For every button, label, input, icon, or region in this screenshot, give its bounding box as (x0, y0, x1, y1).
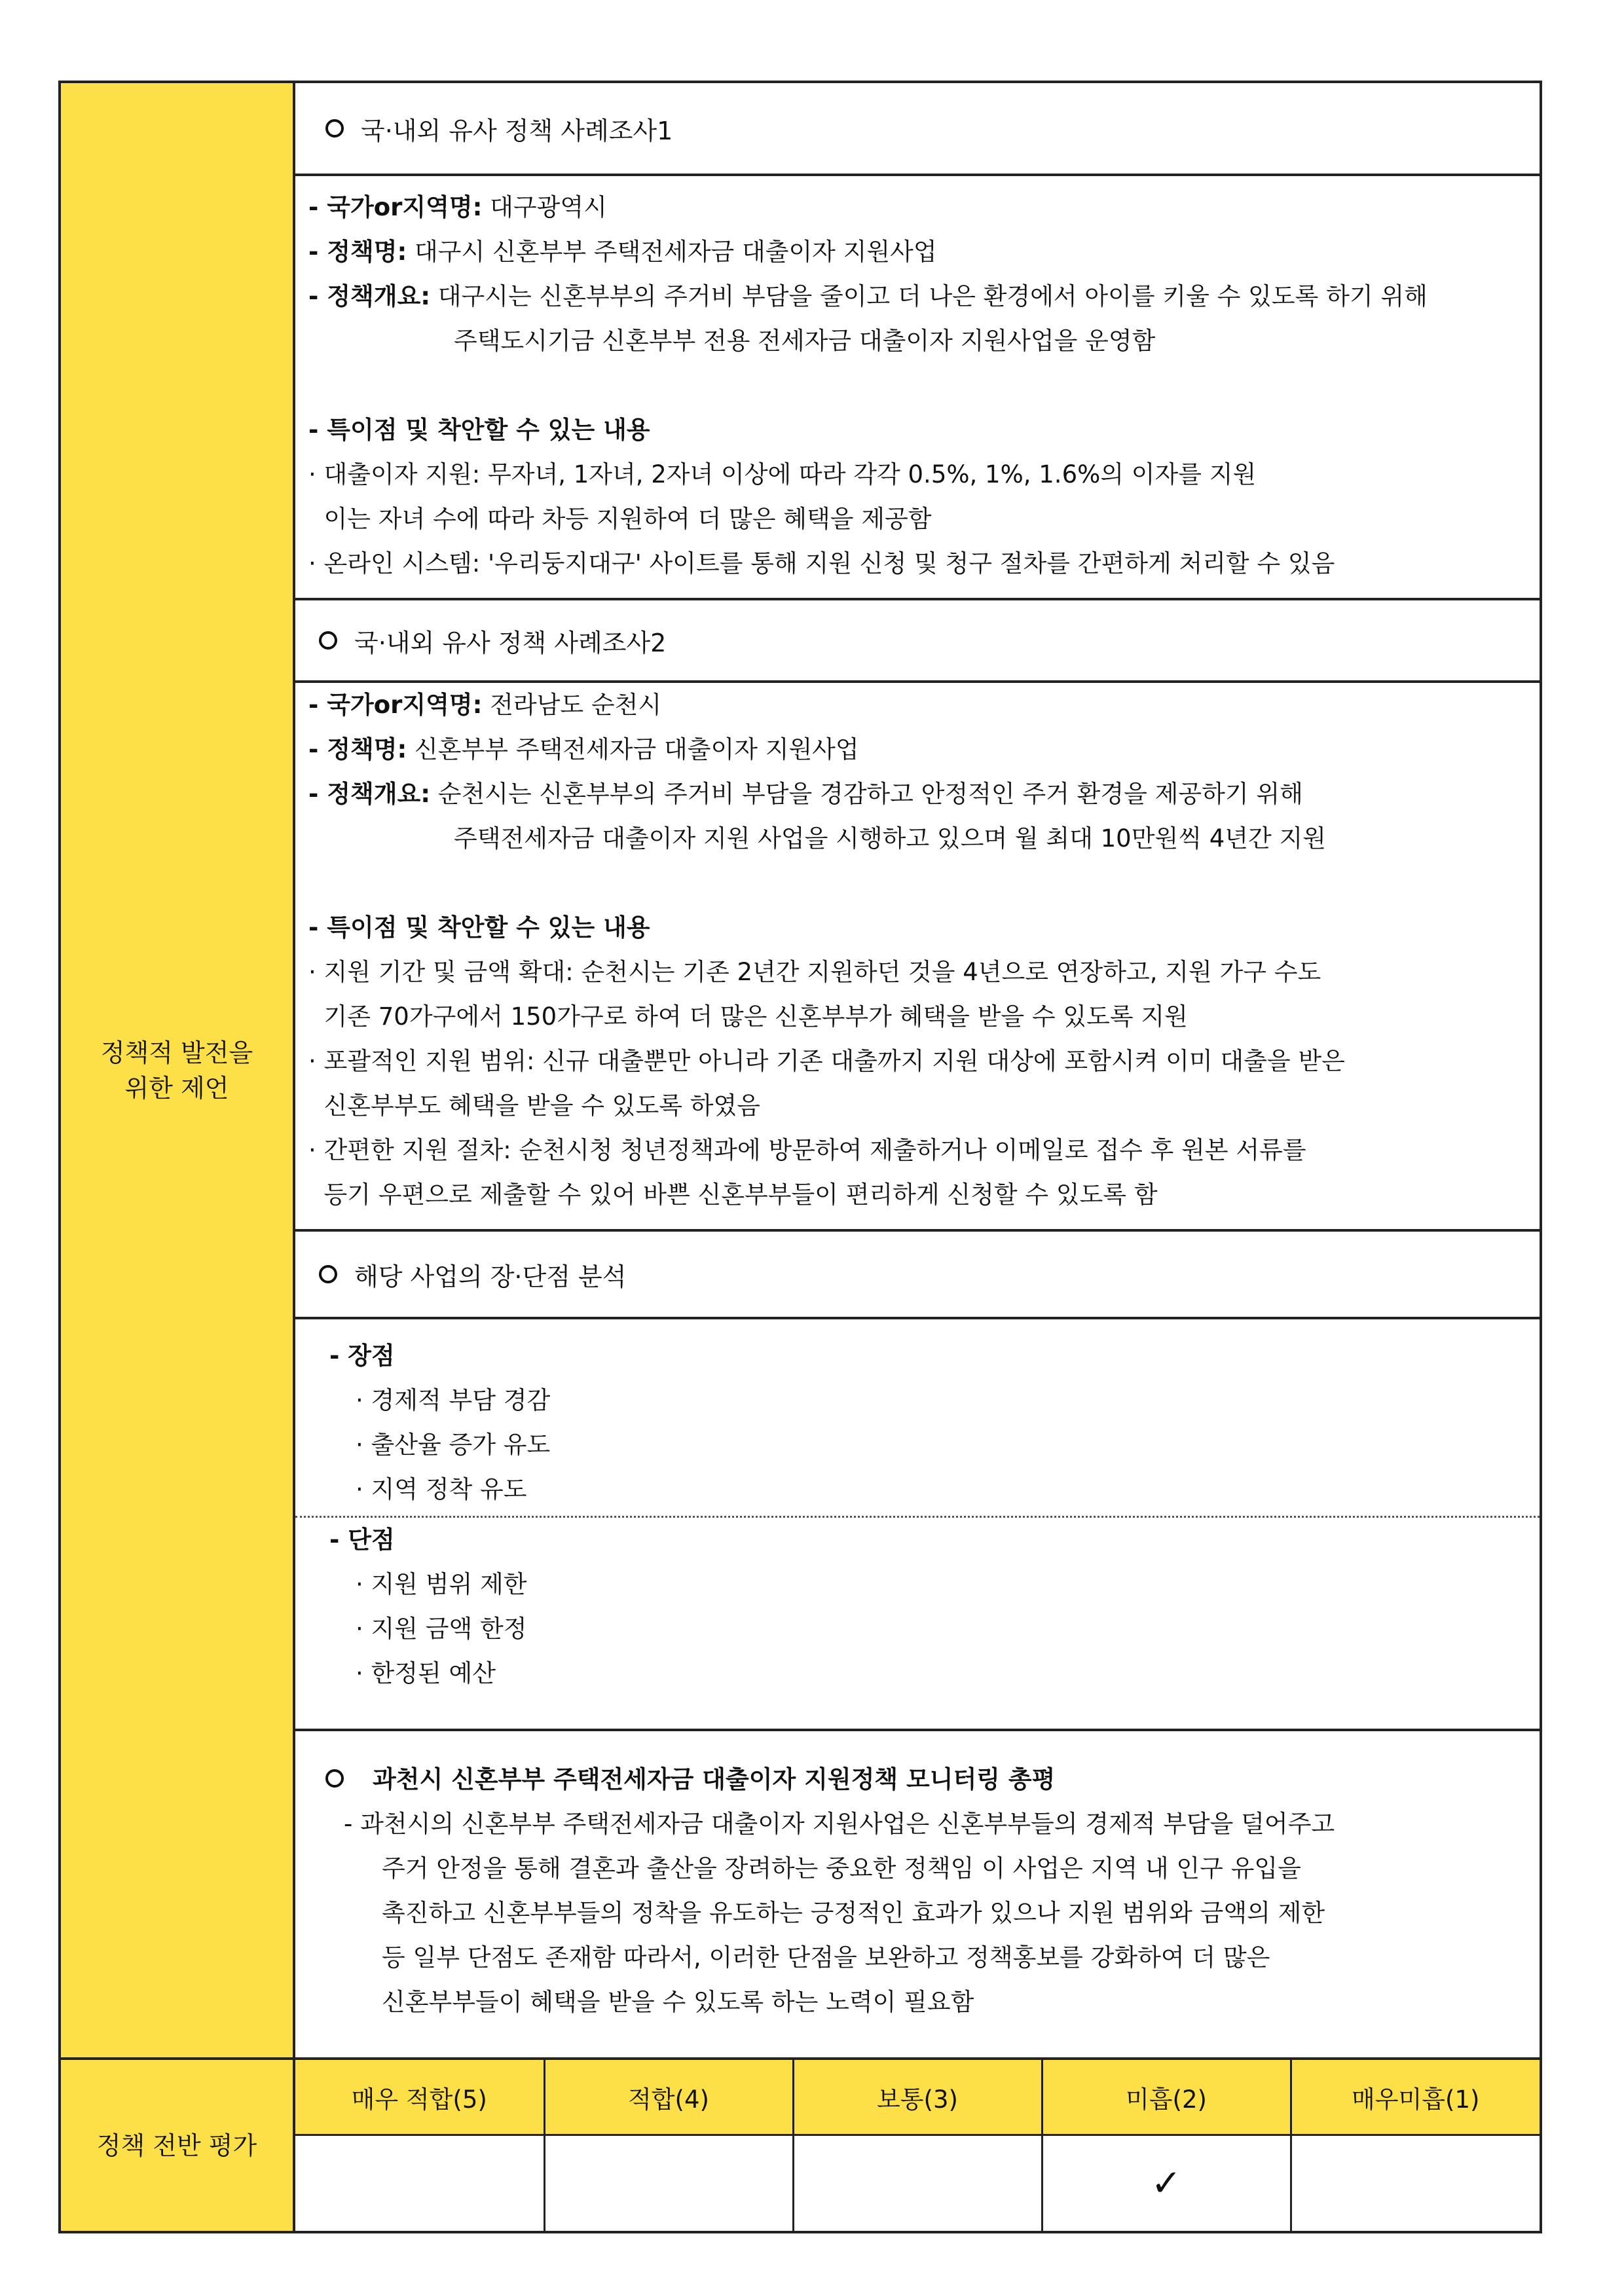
case2-body (295, 683, 1540, 1229)
pros-title: - 장점 (329, 1342, 395, 1370)
eval-option-3: 보통(3) (793, 2060, 1042, 2135)
case2-feature-item: 신혼부부도 혜택을 받을 수 있도록 하였음 (308, 1092, 760, 1120)
eval-option-5: 매우 적합(5) (295, 2060, 544, 2135)
case1-feature-item: · 대출이자 지원: 무자녀, 1자녀, 2자녀 이상에 따라 각각 0.5%, 1%, 1.6%의 이자를 지원 (308, 460, 1257, 488)
summary-line: 신혼부부들이 혜택을 받을 수 있도록 하는 노력이 필요함 (382, 1988, 974, 2016)
case2-policy-label: - 정책명: (308, 735, 407, 763)
eval-option-2: 미흡(2) (1042, 2060, 1291, 2135)
case1-body (295, 176, 1540, 598)
proposal-label: 정책적 발전을 위한 제언 (100, 1038, 253, 1103)
case2-features-title: - 특이점 및 착안할 수 있는 내용 (308, 913, 650, 942)
case1-region-value: 대구광역시 (482, 193, 607, 221)
case1-overview-cont: 주택도시기금 신혼부부 전용 전세자금 대출이자 지원사업을 운영함 (454, 327, 1156, 355)
analysis-cons (295, 1518, 1540, 1729)
case2-feature-item: · 간편한 지원 절차: 순천시청 청년정책과에 방문하여 제출하거나 이메일로 접수 후 원본 서류를 (308, 1136, 1306, 1164)
eval-box-5[interactable] (295, 2135, 544, 2231)
eval-box-4[interactable] (544, 2135, 793, 2231)
summary-line: - 과천시의 신혼부부 주택전세자금 대출이자 지원사업은 신혼부부들의 경제적 부담을 덜어주고 (344, 1810, 1335, 1838)
case1-heading-text: 국·내외 유사 정책 사례조사1 (361, 116, 673, 145)
eval-box-3[interactable] (793, 2135, 1042, 2231)
overall-label-cell (60, 2059, 294, 2232)
summary-title: 과천시 신혼부부 주택전세자금 대출이자 지원정책 모니터링 총평 (373, 1765, 1056, 1793)
eval-option-4: 적합(4) (544, 2060, 793, 2135)
case1-region-label: - 국가or지역명: (308, 193, 483, 221)
case2-heading-text: 국·내외 유사 정책 사례조사2 (354, 628, 667, 657)
summary-line: 주거 안정을 통해 결혼과 출산을 장려하는 중요한 정책임 이 사업은 지역 내 인구 유입을 (382, 1854, 1301, 1882)
analysis-heading-text: 해당 사업의 장·단점 분석 (354, 1262, 627, 1291)
summary-section (295, 1731, 1540, 2057)
eval-option-1: 매우미흡(1) (1291, 2060, 1540, 2135)
case1-policy-label: - 정책명: (308, 238, 407, 266)
evaluation-table (295, 2060, 1540, 2231)
overall-label: 정책 전반 평가 (96, 2131, 257, 2160)
check-icon: ✓ (1151, 2162, 1182, 2205)
summary-line: 촉진하고 신혼부부들의 정착을 유도하는 긍정적인 효과가 있으나 지원 범위와 금액의 제한 (382, 1899, 1325, 1927)
eval-box-2[interactable] (1042, 2135, 1291, 2231)
circle-bullet-icon (319, 1265, 337, 1283)
summary-line: 등 일부 단점도 존재함 따라서, 이러한 단점을 보완하고 정책홍보를 강화하여 더 많은 (382, 1943, 1270, 1972)
case2-region-value: 전라남도 순천시 (482, 691, 662, 719)
analysis-pros (295, 1319, 1540, 1516)
eval-box-1[interactable] (1291, 2135, 1540, 2231)
evaluation-cell (294, 2059, 1541, 2232)
circle-bullet-icon (325, 119, 344, 138)
case1-policy-value: 대구시 신혼부부 주택전세자금 대출이자 지원사업 (407, 238, 937, 266)
pros-item: · 지역 정착 유도 (356, 1475, 527, 1503)
case1-features-title: - 특이점 및 착안할 수 있는 내용 (308, 416, 650, 444)
circle-bullet-icon (319, 631, 337, 650)
case2-feature-item: 등기 우편으로 제출할 수 있어 바쁜 신혼부부들이 편리하게 신청할 수 있도록 함 (308, 1181, 1158, 1209)
case1-overview-value: 대구시는 신혼부부의 주거비 부담을 줄이고 더 나은 환경에서 아이를 키울 수 있도록 하기 위해 (430, 282, 1428, 310)
pros-item: · 경제적 부담 경감 (356, 1386, 551, 1414)
case2-feature-item: · 지원 기간 및 금액 확대: 순천시는 기존 2년간 지원하던 것을 4년으로 연장하고, 지원 가구 수도 (308, 958, 1321, 986)
case1-heading (295, 83, 1540, 174)
cons-item: · 지원 금액 한정 (356, 1615, 527, 1643)
case1-overview-label: - 정책개요: (308, 282, 431, 310)
circle-bullet-icon (325, 1769, 344, 1788)
cons-item: · 지원 범위 제한 (356, 1570, 527, 1598)
analysis-heading (295, 1232, 1540, 1317)
case2-feature-item: 기존 70가구에서 150가구로 하여 더 많은 신혼부부가 혜택을 받을 수 있도록 지원 (308, 1002, 1188, 1031)
case2-overview-label: - 정책개요: (308, 780, 431, 808)
case2-overview-value: 순천시는 신혼부부의 주거비 부담을 경감하고 안정적인 주거 환경을 제공하기 위해 (430, 780, 1303, 808)
monitoring-report-table (58, 81, 1542, 2233)
case2-heading (295, 600, 1540, 680)
cons-title: - 단점 (329, 1526, 395, 1554)
proposal-label-cell (60, 82, 294, 2059)
case1-feature-item: · 온라인 시스템: '우리둥지대구' 사이트를 통해 지원 신청 및 청구 절차를 간편하게 처리할 수 있음 (308, 549, 1335, 578)
case2-overview-cont: 주택전세자금 대출이자 지원 사업을 시행하고 있으며 월 최대 10만원씩 4년간 지원 (454, 824, 1326, 853)
case1-feature-item: 이는 자녀 수에 따라 차등 지원하여 더 많은 혜택을 제공함 (308, 505, 932, 533)
case2-policy-value: 신혼부부 주택전세자금 대출이자 지원사업 (407, 735, 859, 763)
case2-region-label: - 국가or지역명: (308, 691, 483, 719)
pros-item: · 출산율 증가 유도 (356, 1431, 551, 1459)
cons-item: · 한정된 예산 (356, 1659, 496, 1687)
proposal-content-cell (294, 82, 1541, 2059)
case2-feature-item: · 포괄적인 지원 범위: 신규 대출뿐만 아니라 기존 대출까지 지원 대상에 포함시켜 이미 대출을 받은 (308, 1047, 1345, 1075)
